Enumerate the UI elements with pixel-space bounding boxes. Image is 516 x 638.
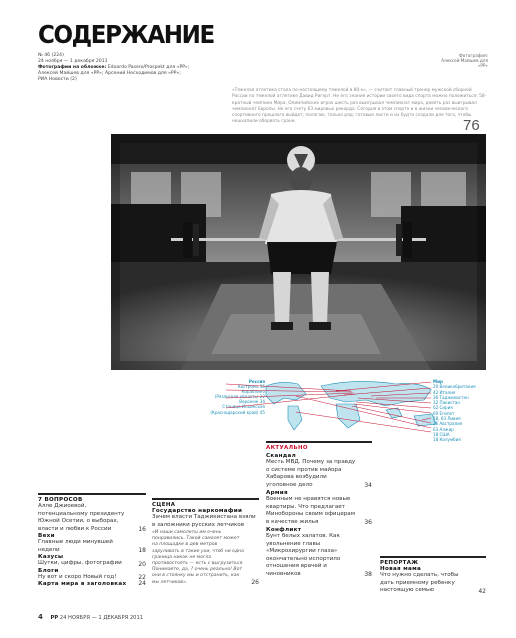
- photo-credit: Фотография: Алексей Майшев для «РР»: [441, 53, 488, 68]
- page-title: СОДЕРЖАНИЕ: [38, 20, 214, 49]
- map-location[interactable]: 60 Египет: [433, 410, 455, 416]
- section-heading: РЕПОРТАЖ: [380, 560, 419, 566]
- issue-info: [38, 53, 198, 83]
- section-rule: [152, 498, 259, 500]
- entry-rubric: Государство наркомафии: [152, 508, 243, 514]
- entry-text: Что нужно сделать, чтобы дать приемному ребенку настоящую семью: [380, 572, 459, 593]
- toc-entry[interactable]: [38, 581, 146, 587]
- entry-page: 34: [364, 482, 372, 489]
- map-location[interactable]: 32 Пакистан: [433, 400, 461, 406]
- page-footer: [38, 613, 143, 621]
- entry-text: Бунт белых халатов. Как увольнение главы «Микрохирургии глаза» окончательно испортило отношения врачей и чиновников: [266, 533, 341, 577]
- cover-credits-2: Алексей Майшев для «РР»; Арсений Несходимов для «РР»;: [38, 71, 181, 76]
- map-location[interactable]: (Краснодарский край) 45: [210, 409, 265, 415]
- entry-rubric: Армия: [266, 490, 288, 496]
- toc-entry[interactable]: [266, 527, 372, 578]
- section-7-questions: [38, 493, 146, 587]
- section-rule: [38, 493, 146, 495]
- section-scene: [152, 498, 259, 586]
- map-location[interactable]: 18 Колумбия: [433, 437, 461, 443]
- cover-credits: Фотографии на обложке: Edoardo Pasero/Prospekt для «РР»;: [38, 65, 190, 70]
- entry-rubric: Новая мама: [380, 566, 422, 572]
- entry-rubric: Блоги: [38, 567, 59, 574]
- entry-page: 16: [138, 526, 146, 533]
- section-heading: СЦЕНА: [152, 502, 176, 508]
- toc-entry[interactable]: [380, 566, 486, 595]
- entry-rubric: Карта мира в заголовках: [38, 581, 127, 587]
- section-report: [380, 556, 486, 595]
- toc-entry[interactable]: [38, 554, 146, 568]
- page-number: 4: [38, 613, 43, 621]
- entry-page: 18: [138, 547, 146, 554]
- section-heading: 7 ВОПРОСОВ: [38, 497, 83, 503]
- footer-date: 24 НОЯБРЯ — 1 ДЕКАБРЯ 2011: [59, 615, 144, 621]
- entry-text: Месть МВД. Почему за правду о системе против майора Хабарова возбудили уголовное дело: [266, 459, 356, 488]
- map-location[interactable]: 36 Таджикистан: [433, 394, 469, 400]
- map-location[interactable]: 42 Италия: [433, 389, 456, 395]
- map-location[interactable]: 62 Сирия: [433, 405, 453, 411]
- section-rule: [266, 441, 372, 443]
- toc-entry[interactable]: [38, 533, 146, 554]
- entry-page: 36: [364, 519, 372, 526]
- entry-text: Алле Джиоевой, потенциальному президенту Южной Осетии, о выборах, власти и любви к России: [38, 503, 125, 532]
- map-location[interactable]: (Рязанская область) 22: [214, 394, 265, 400]
- entry-page: 38: [364, 571, 372, 578]
- toc-entry[interactable]: [152, 508, 259, 586]
- entry-rubric: Казусы: [38, 554, 64, 560]
- toc-entry[interactable]: [266, 453, 372, 489]
- map-location[interactable]: Россия: [248, 379, 265, 384]
- entry-text: Главные люди минувшей недели: [38, 539, 113, 553]
- map-location[interactable]: 20 Великобритания: [433, 384, 476, 390]
- entry-page: 24: [138, 580, 146, 587]
- entry-rubric: Конфликт: [266, 527, 302, 533]
- entry-rubric: Скандал: [266, 453, 297, 459]
- entry-page: 22: [138, 574, 146, 581]
- feature-quote: «Тяжелая атлетика стала по-настоящему тяжелой в 80-х», — считает главный тренер мужской сборной России по тяжелой атлетике Давид Ригерт. Не его знания истории своего вида спорта можно положиться: 58-кратный чемпион Мира, Олимпийских играх шесть раз выигрывал чемпионат мира, девять раз выигрывал чемпионат Европы. Не его счету 63 мировых рекорда. Сегодня в этом спорте и в жизни человеческого спортивного прошлого выйдет, полагаю, только ряд: готовые листи и их будто создали для того, чтобы нешхапили оборвать грани.: [232, 88, 487, 125]
- toc-entry[interactable]: [38, 568, 146, 582]
- toc-entry[interactable]: [38, 503, 146, 533]
- entry-text: Ну вот и скоро Новый год!: [38, 573, 117, 580]
- entry-text: Зачем власти Таджикистана взяли в заложники русских летчиков: [152, 514, 256, 528]
- entry-rubric: Вехи: [38, 533, 55, 539]
- entry-page: 42: [478, 587, 486, 595]
- map-location[interactable]: Мир: [433, 379, 443, 384]
- feature-photo[interactable]: [111, 134, 486, 370]
- issue-number: № 46 (224): [38, 53, 64, 58]
- map-location[interactable]: 18, 63 Ливия: [433, 416, 461, 422]
- map-world-locations: [433, 379, 503, 443]
- entry-page: 26: [251, 578, 259, 586]
- magazine-name: РР: [50, 615, 59, 621]
- map-location[interactable]: Воронеж 34: [239, 399, 265, 405]
- issue-dates: 24 ноября — 1 декабря 2011: [38, 59, 108, 64]
- map-location[interactable]: 18 США: [433, 431, 450, 437]
- map-location[interactable]: Кострома 36: [237, 384, 265, 390]
- map-location[interactable]: 63 Алжир: [433, 426, 454, 432]
- section-actual: [266, 441, 372, 578]
- entry-text: Шутки, цифры, фотографии: [38, 560, 122, 566]
- map-location[interactable]: Кораблино: [241, 389, 265, 395]
- section-heading: АКТУАЛЬНО: [266, 445, 308, 451]
- entry-text: Военным не нравятся новые квартиры. Что предлагает Минобороны своим офицерам в качестве жилья: [266, 496, 355, 525]
- toc-entry[interactable]: [266, 490, 372, 526]
- feature-page-number[interactable]: 76: [463, 117, 480, 134]
- weightlifter-photo: [111, 134, 486, 370]
- map-location[interactable]: Станица Ильинская: [222, 404, 265, 410]
- map-location[interactable]: 36 Австралия: [433, 421, 463, 427]
- cover-credits-3: РИА Новости (2): [38, 77, 77, 82]
- entry-page: 20: [138, 560, 146, 568]
- entry-quote: «И наши самолеты им очень понравились. Такой самолет может на площадке в дев метров заруливать в такие ухи, чтоб ни одна граница никак не могла противостоять — есть с выгрузиться. Понимаете, да, ? очень реально! Вот они в стоянку мы и отстранить, как мы летчиков».: [152, 530, 244, 585]
- section-rule: [380, 556, 486, 558]
